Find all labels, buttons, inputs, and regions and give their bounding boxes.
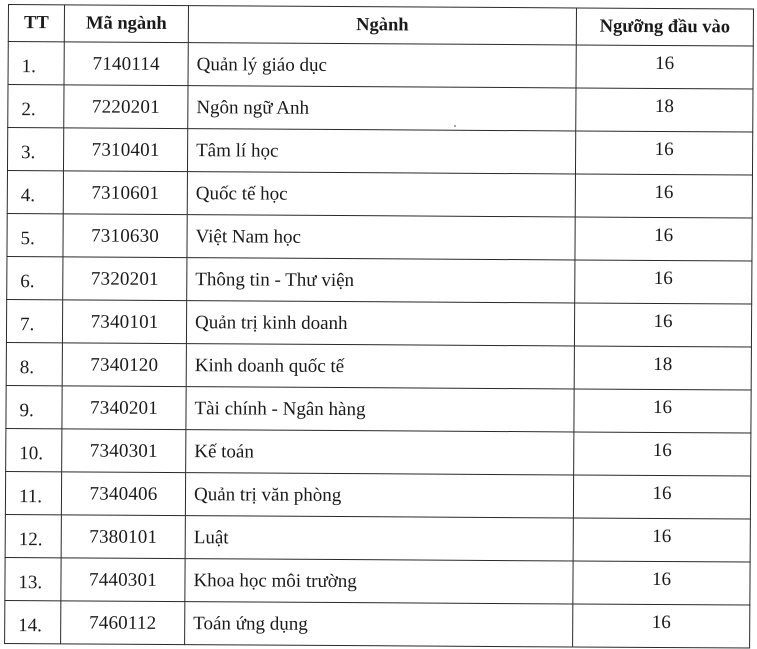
- threshold-score: 16: [573, 518, 750, 562]
- row-number: 14.: [5, 600, 61, 643]
- threshold-score: 16: [575, 217, 752, 261]
- threshold-score: 16: [574, 389, 751, 433]
- row-number: 6.: [7, 256, 63, 299]
- table-row: [6, 342, 751, 390]
- major-code: 7340406: [61, 472, 185, 516]
- scan-speck: [454, 125, 456, 127]
- major-code: 7340120: [62, 343, 186, 387]
- header-major: Ngành: [188, 6, 576, 45]
- major-code: 7440301: [61, 558, 185, 602]
- major-name: Luật: [185, 516, 573, 561]
- row-number: 10.: [6, 428, 62, 471]
- threshold-score: 16: [576, 45, 753, 89]
- threshold-score: 18: [576, 88, 753, 132]
- header-row: [8, 5, 753, 47]
- major-name: Khoa học môi trường: [185, 559, 573, 604]
- admission-threshold-table: [4, 4, 754, 649]
- threshold-score: 18: [574, 346, 751, 390]
- threshold-score: 16: [573, 561, 750, 605]
- major-code: 7140114: [64, 42, 188, 86]
- table-row: [8, 85, 753, 133]
- row-number: 2.: [8, 85, 64, 128]
- row-number: 3.: [7, 128, 63, 171]
- table-row: [5, 557, 750, 605]
- row-number: 13.: [5, 557, 61, 600]
- major-name: Quản trị văn phòng: [185, 473, 573, 518]
- major-name: Quản lý giáo dục: [188, 43, 576, 88]
- threshold-score: 16: [573, 475, 750, 519]
- threshold-score: 16: [573, 604, 750, 648]
- table-header: [8, 5, 753, 47]
- major-code: 7310601: [63, 171, 187, 215]
- row-number: 5.: [7, 213, 63, 256]
- threshold-score: 16: [574, 303, 751, 347]
- header-code: Mã ngành: [64, 5, 188, 43]
- major-code: 7320201: [63, 257, 187, 301]
- table-body: [5, 42, 754, 649]
- major-code: 7220201: [64, 85, 188, 129]
- table-row: [6, 385, 751, 433]
- table-row: [7, 256, 752, 304]
- table-row: [7, 213, 752, 261]
- table-row: [6, 428, 751, 476]
- major-code: 7310630: [63, 214, 187, 258]
- threshold-score: 16: [575, 174, 752, 218]
- major-name: Việt Nam học: [187, 215, 575, 260]
- row-number: 12.: [5, 514, 61, 557]
- table-row: [6, 299, 751, 347]
- row-number: 1.: [8, 42, 64, 85]
- major-name: Quốc tế học: [187, 172, 575, 217]
- row-number: 8.: [6, 342, 62, 385]
- major-name: Ngôn ngữ Anh: [188, 86, 576, 131]
- major-code: 7340101: [62, 300, 186, 344]
- major-code: 7310401: [63, 128, 187, 172]
- major-name: Tài chính - Ngân hàng: [186, 387, 574, 432]
- major-name: Kinh doanh quốc tế: [186, 344, 574, 389]
- document-page: [8, 4, 753, 636]
- table-row: [7, 170, 752, 218]
- table-row: [5, 514, 750, 562]
- row-number: 7.: [6, 299, 62, 342]
- threshold-score: 16: [574, 432, 751, 476]
- row-number: 9.: [6, 385, 62, 428]
- major-name: Kế toán: [186, 430, 574, 475]
- major-name: Tâm lí học: [187, 129, 575, 174]
- table-row: [5, 471, 750, 519]
- threshold-score: 16: [575, 131, 752, 175]
- table-row: [7, 128, 752, 176]
- major-code: 7340301: [62, 429, 186, 473]
- header-tt: TT: [8, 5, 64, 42]
- header-threshold: Ngưỡng đầu vào: [576, 8, 753, 46]
- row-number: 4.: [7, 170, 63, 213]
- major-code: 7340201: [62, 386, 186, 430]
- threshold-score: 16: [575, 260, 752, 304]
- row-number: 11.: [5, 471, 61, 514]
- major-name: Toán ứng dụng: [185, 602, 573, 647]
- table-row: [8, 42, 753, 90]
- major-name: Thông tin - Thư viện: [187, 258, 575, 303]
- major-code: 7380101: [61, 515, 185, 559]
- table-row: [5, 600, 750, 648]
- major-name: Quản trị kinh doanh: [186, 301, 574, 346]
- major-code: 7460112: [61, 601, 185, 645]
